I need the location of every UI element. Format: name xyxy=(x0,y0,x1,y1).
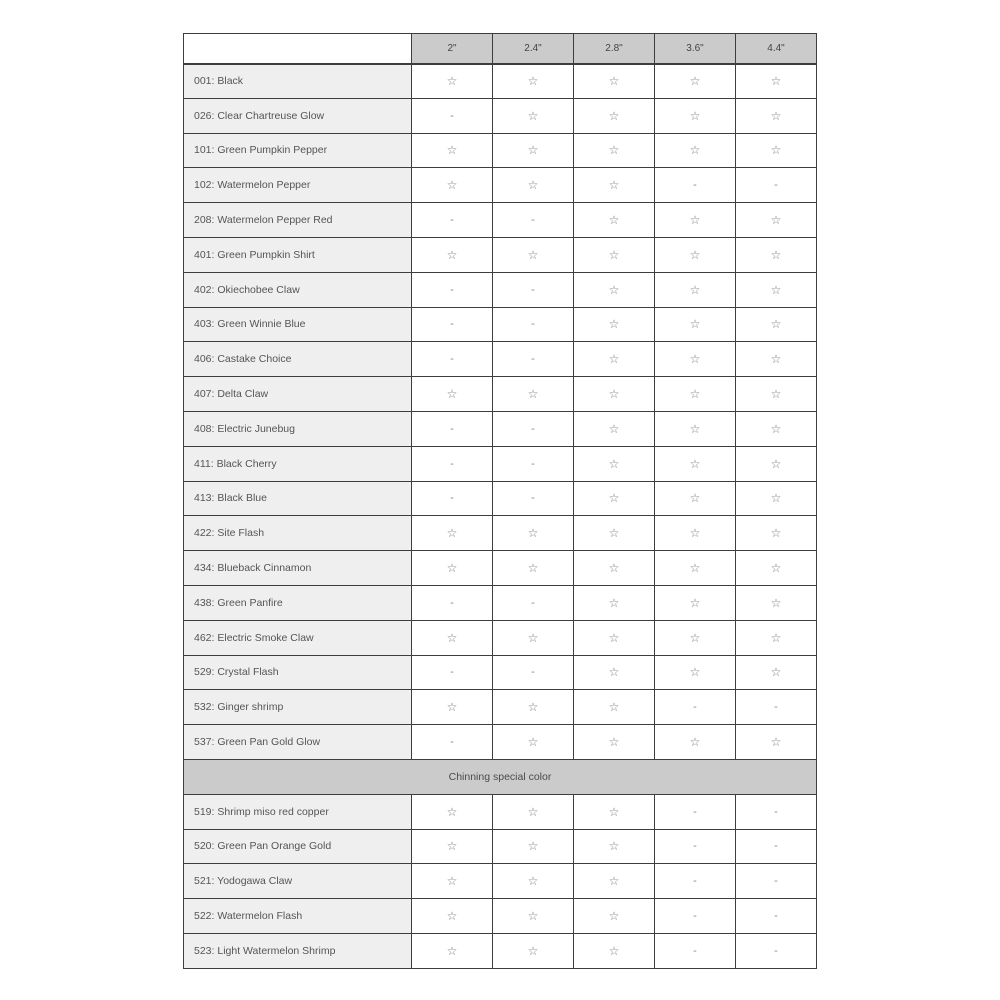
star-icon: ☆ xyxy=(655,307,736,342)
table-row xyxy=(184,655,817,690)
star-icon: ☆ xyxy=(493,237,574,272)
star-icon: ☆ xyxy=(736,620,817,655)
star-icon: ☆ xyxy=(493,725,574,760)
star-icon: ☆ xyxy=(493,551,574,586)
table-row xyxy=(184,98,817,133)
dash-icon: - xyxy=(493,446,574,481)
size-header-1: 2.4" xyxy=(493,34,574,64)
color-label: 462: Electric Smoke Claw xyxy=(184,620,412,655)
availability-table xyxy=(183,33,817,969)
color-label: 520: Green Pan Orange Gold xyxy=(184,829,412,864)
star-icon: ☆ xyxy=(574,203,655,238)
star-icon: ☆ xyxy=(412,794,493,829)
color-label: 537: Green Pan Gold Glow xyxy=(184,725,412,760)
star-icon: ☆ xyxy=(574,690,655,725)
star-icon: ☆ xyxy=(412,551,493,586)
table-row xyxy=(184,307,817,342)
dash-icon: - xyxy=(655,829,736,864)
star-icon: ☆ xyxy=(574,377,655,412)
size-header-4: 4.4" xyxy=(736,34,817,64)
star-icon: ☆ xyxy=(655,481,736,516)
star-icon: ☆ xyxy=(655,446,736,481)
star-icon: ☆ xyxy=(655,655,736,690)
size-header-0: 2" xyxy=(412,34,493,64)
star-icon: ☆ xyxy=(574,307,655,342)
star-icon: ☆ xyxy=(655,725,736,760)
table-row xyxy=(184,64,817,99)
dash-icon: - xyxy=(412,725,493,760)
star-icon: ☆ xyxy=(655,133,736,168)
section-header-row xyxy=(184,759,817,794)
star-icon: ☆ xyxy=(493,864,574,899)
availability-table-container xyxy=(183,33,817,969)
table-row xyxy=(184,446,817,481)
corner-cell xyxy=(184,34,412,64)
table-row xyxy=(184,585,817,620)
star-icon: ☆ xyxy=(412,899,493,934)
star-icon: ☆ xyxy=(412,864,493,899)
star-icon: ☆ xyxy=(655,377,736,412)
dash-icon: - xyxy=(736,690,817,725)
color-label: 529: Crystal Flash xyxy=(184,655,412,690)
color-label: 402: Okiechobee Claw xyxy=(184,272,412,307)
dash-icon: - xyxy=(493,342,574,377)
table-row xyxy=(184,203,817,238)
star-icon: ☆ xyxy=(574,237,655,272)
color-label: 521: Yodogawa Claw xyxy=(184,864,412,899)
table-body xyxy=(184,64,817,969)
table-row xyxy=(184,411,817,446)
dash-icon: - xyxy=(655,690,736,725)
star-icon: ☆ xyxy=(493,933,574,968)
dash-icon: - xyxy=(655,864,736,899)
star-icon: ☆ xyxy=(574,272,655,307)
dash-icon: - xyxy=(412,342,493,377)
star-icon: ☆ xyxy=(574,98,655,133)
dash-icon: - xyxy=(412,98,493,133)
table-row xyxy=(184,516,817,551)
star-icon: ☆ xyxy=(655,237,736,272)
star-icon: ☆ xyxy=(574,342,655,377)
color-label: 407: Delta Claw xyxy=(184,377,412,412)
star-icon: ☆ xyxy=(574,829,655,864)
star-icon: ☆ xyxy=(412,516,493,551)
table-row xyxy=(184,237,817,272)
star-icon: ☆ xyxy=(574,411,655,446)
star-icon: ☆ xyxy=(493,899,574,934)
star-icon: ☆ xyxy=(655,516,736,551)
table-row xyxy=(184,794,817,829)
table-row xyxy=(184,899,817,934)
star-icon: ☆ xyxy=(574,585,655,620)
star-icon: ☆ xyxy=(574,168,655,203)
dash-icon: - xyxy=(736,933,817,968)
star-icon: ☆ xyxy=(736,585,817,620)
table-row xyxy=(184,829,817,864)
star-icon: ☆ xyxy=(574,446,655,481)
color-label: 208: Watermelon Pepper Red xyxy=(184,203,412,238)
star-icon: ☆ xyxy=(574,864,655,899)
star-icon: ☆ xyxy=(574,620,655,655)
star-icon: ☆ xyxy=(574,933,655,968)
star-icon: ☆ xyxy=(736,551,817,586)
star-icon: ☆ xyxy=(736,725,817,760)
section-header-label: Chinning special color xyxy=(184,759,817,794)
star-icon: ☆ xyxy=(655,585,736,620)
size-header-2: 2.8" xyxy=(574,34,655,64)
dash-icon: - xyxy=(493,655,574,690)
color-label: 026: Clear Chartreuse Glow xyxy=(184,98,412,133)
color-label: 438: Green Panfire xyxy=(184,585,412,620)
dash-icon: - xyxy=(412,272,493,307)
color-label: 522: Watermelon Flash xyxy=(184,899,412,934)
dash-icon: - xyxy=(412,481,493,516)
star-icon: ☆ xyxy=(493,516,574,551)
dash-icon: - xyxy=(736,168,817,203)
dash-icon: - xyxy=(493,203,574,238)
color-label: 001: Black xyxy=(184,64,412,99)
color-label: 102: Watermelon Pepper xyxy=(184,168,412,203)
star-icon: ☆ xyxy=(736,98,817,133)
table-row xyxy=(184,168,817,203)
color-label: 406: Castake Choice xyxy=(184,342,412,377)
table-row xyxy=(184,933,817,968)
color-label: 403: Green Winnie Blue xyxy=(184,307,412,342)
star-icon: ☆ xyxy=(493,64,574,99)
dash-icon: - xyxy=(412,203,493,238)
star-icon: ☆ xyxy=(493,829,574,864)
star-icon: ☆ xyxy=(412,168,493,203)
dash-icon: - xyxy=(412,307,493,342)
dash-icon: - xyxy=(655,899,736,934)
star-icon: ☆ xyxy=(736,307,817,342)
star-icon: ☆ xyxy=(574,794,655,829)
dash-icon: - xyxy=(412,585,493,620)
star-icon: ☆ xyxy=(736,411,817,446)
table-row xyxy=(184,342,817,377)
table-row xyxy=(184,272,817,307)
star-icon: ☆ xyxy=(736,133,817,168)
star-icon: ☆ xyxy=(574,899,655,934)
star-icon: ☆ xyxy=(574,655,655,690)
table-row xyxy=(184,133,817,168)
star-icon: ☆ xyxy=(493,133,574,168)
star-icon: ☆ xyxy=(655,64,736,99)
star-icon: ☆ xyxy=(574,725,655,760)
star-icon: ☆ xyxy=(736,203,817,238)
dash-icon: - xyxy=(655,794,736,829)
star-icon: ☆ xyxy=(574,516,655,551)
star-icon: ☆ xyxy=(655,551,736,586)
size-header-row xyxy=(184,34,817,64)
table-row xyxy=(184,620,817,655)
color-label: 408: Electric Junebug xyxy=(184,411,412,446)
star-icon: ☆ xyxy=(493,690,574,725)
dash-icon: - xyxy=(736,794,817,829)
dash-icon: - xyxy=(736,899,817,934)
dash-icon: - xyxy=(493,272,574,307)
star-icon: ☆ xyxy=(736,377,817,412)
star-icon: ☆ xyxy=(493,620,574,655)
star-icon: ☆ xyxy=(574,481,655,516)
star-icon: ☆ xyxy=(412,829,493,864)
star-icon: ☆ xyxy=(412,933,493,968)
star-icon: ☆ xyxy=(655,411,736,446)
star-icon: ☆ xyxy=(655,98,736,133)
star-icon: ☆ xyxy=(412,64,493,99)
star-icon: ☆ xyxy=(493,794,574,829)
table-row xyxy=(184,481,817,516)
star-icon: ☆ xyxy=(412,690,493,725)
star-icon: ☆ xyxy=(736,516,817,551)
star-icon: ☆ xyxy=(493,377,574,412)
color-label: 422: Site Flash xyxy=(184,516,412,551)
color-label: 101: Green Pumpkin Pepper xyxy=(184,133,412,168)
star-icon: ☆ xyxy=(655,620,736,655)
dash-icon: - xyxy=(412,446,493,481)
color-label: 434: Blueback Cinnamon xyxy=(184,551,412,586)
star-icon: ☆ xyxy=(736,655,817,690)
star-icon: ☆ xyxy=(574,551,655,586)
dash-icon: - xyxy=(655,933,736,968)
dash-icon: - xyxy=(412,411,493,446)
star-icon: ☆ xyxy=(736,481,817,516)
dash-icon: - xyxy=(493,411,574,446)
star-icon: ☆ xyxy=(574,133,655,168)
star-icon: ☆ xyxy=(736,272,817,307)
star-icon: ☆ xyxy=(574,64,655,99)
dash-icon: - xyxy=(493,307,574,342)
star-icon: ☆ xyxy=(736,237,817,272)
table-row xyxy=(184,725,817,760)
color-label: 411: Black Cherry xyxy=(184,446,412,481)
star-icon: ☆ xyxy=(412,620,493,655)
star-icon: ☆ xyxy=(493,98,574,133)
table-row xyxy=(184,690,817,725)
star-icon: ☆ xyxy=(736,446,817,481)
dash-icon: - xyxy=(493,481,574,516)
table-row xyxy=(184,864,817,899)
star-icon: ☆ xyxy=(412,377,493,412)
star-icon: ☆ xyxy=(655,203,736,238)
star-icon: ☆ xyxy=(655,272,736,307)
color-label: 413: Black Blue xyxy=(184,481,412,516)
star-icon: ☆ xyxy=(412,133,493,168)
table-row xyxy=(184,551,817,586)
star-icon: ☆ xyxy=(412,237,493,272)
dash-icon: - xyxy=(412,655,493,690)
color-label: 532: Ginger shrimp xyxy=(184,690,412,725)
star-icon: ☆ xyxy=(736,64,817,99)
table-header xyxy=(184,34,817,64)
dash-icon: - xyxy=(736,829,817,864)
table-row xyxy=(184,377,817,412)
dash-icon: - xyxy=(493,585,574,620)
color-label: 519: Shrimp miso red copper xyxy=(184,794,412,829)
color-label: 401: Green Pumpkin Shirt xyxy=(184,237,412,272)
star-icon: ☆ xyxy=(736,342,817,377)
size-header-3: 3.6" xyxy=(655,34,736,64)
color-label: 523: Light Watermelon Shrimp xyxy=(184,933,412,968)
star-icon: ☆ xyxy=(655,342,736,377)
dash-icon: - xyxy=(655,168,736,203)
dash-icon: - xyxy=(736,864,817,899)
star-icon: ☆ xyxy=(493,168,574,203)
